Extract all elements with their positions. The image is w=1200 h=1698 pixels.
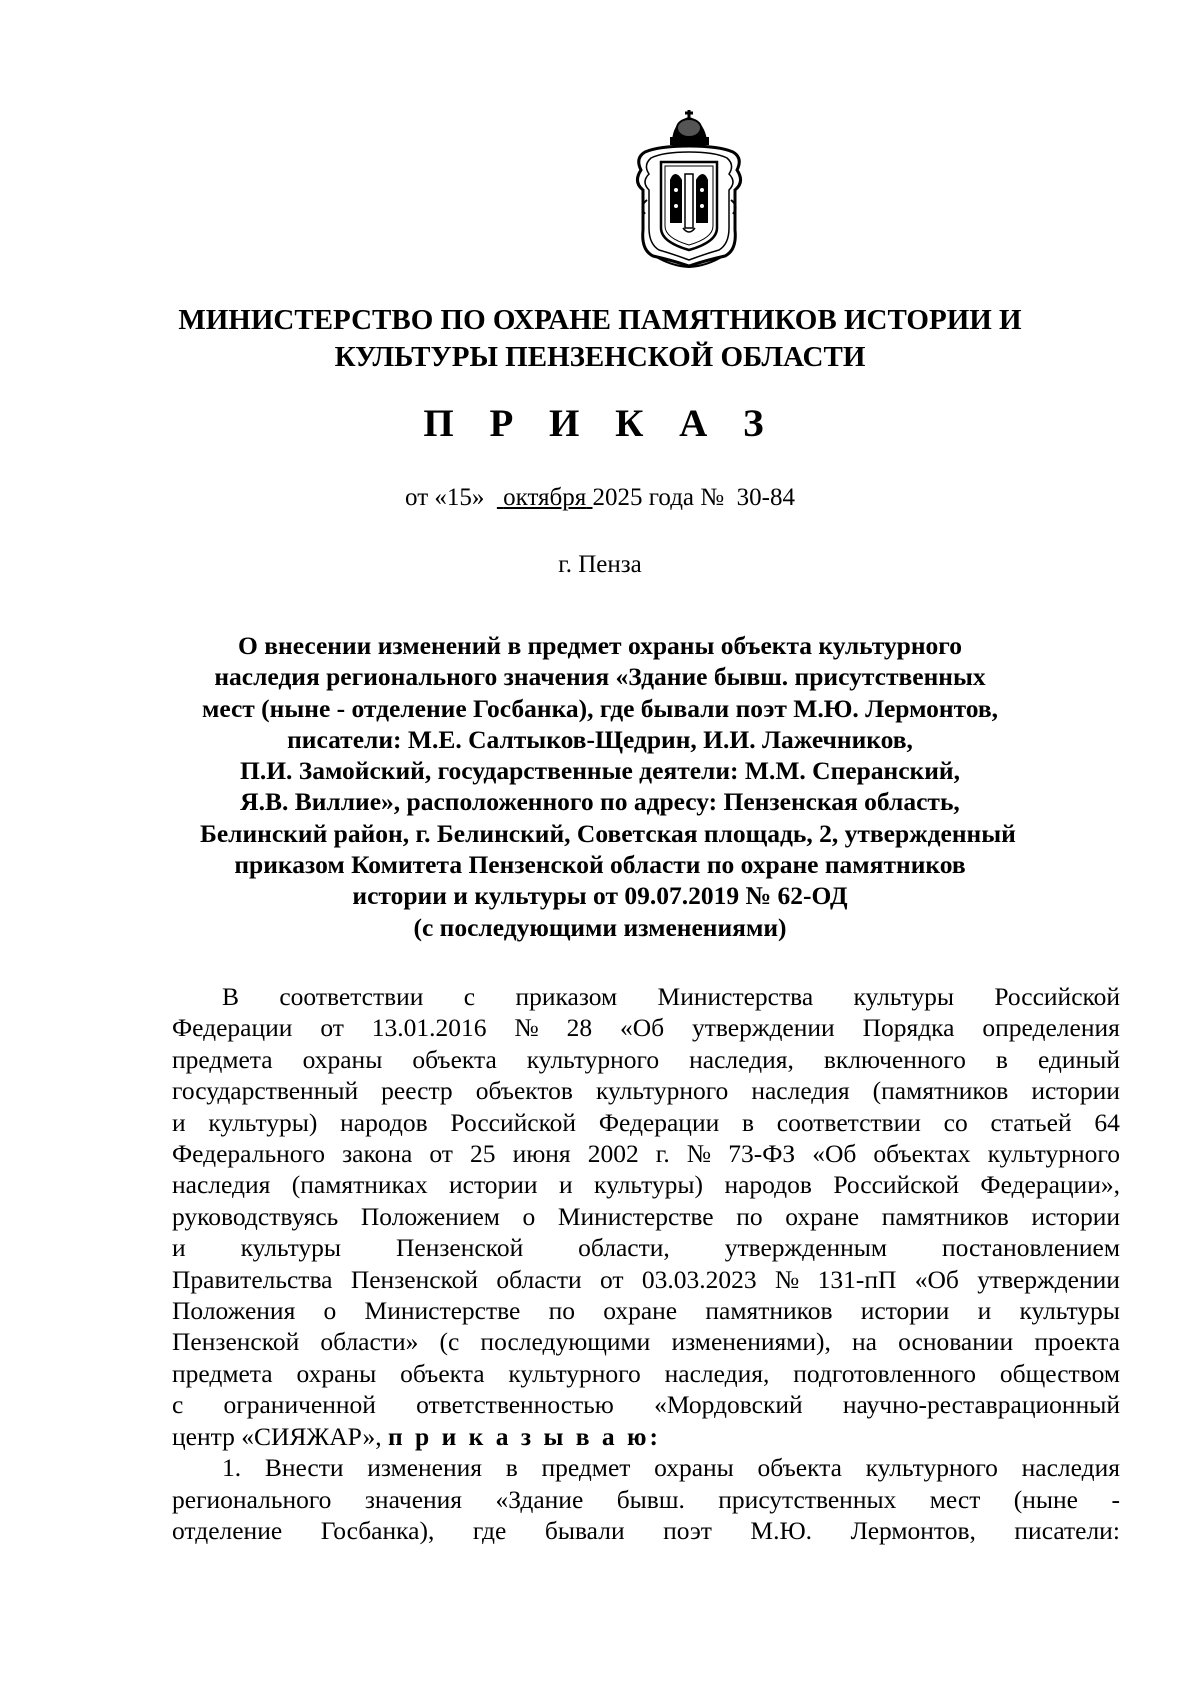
body-line: отделение Госбанка), где бывали поэт М.Ю. Лермонтов, писатели: [172, 1515, 1120, 1545]
subject-line: Я.В. Виллие», расположенного по адресу: Пензенская область, [240, 787, 960, 817]
order-number: 30-84 [736, 484, 795, 511]
subject-line: (с последующими изменениями) [413, 912, 787, 942]
body-line: и культуры Пензенской области, утвержденным постановлением [172, 1233, 1120, 1263]
body-line: В соответствии с приказом Министерства культуры Российской [222, 982, 1120, 1011]
body-line: 1. Внести изменения в предмет охраны объекта культурного наследия [222, 1453, 1120, 1483]
body-line: Федерации от 13.01.2016 № 28 «Об утверждении Порядка определения [172, 1013, 1120, 1043]
coat-of-arms-icon [631, 110, 748, 268]
date-year: 2025 года [592, 484, 695, 511]
paragraph-item-1 [172, 1452, 1120, 1546]
body-line [172, 1421, 1120, 1452]
body-line: государственный реестр объектов культурного наследия (памятников истории [172, 1076, 1120, 1106]
subject-line: наследия регионального значения «Здание бывш. присутственных [214, 662, 986, 692]
date-month: октября [503, 484, 587, 511]
city-name: г. Пенза [558, 551, 642, 578]
body-line: Федерального закона от 25 июня 2002 г. № 73-ФЗ «Об объектах культурного [172, 1139, 1120, 1169]
body-line: предмета охраны объекта культурного наследия, включенного в единый [172, 1044, 1120, 1074]
body-line: Пензенской области» (с последующими изменениями), на основании проекта [172, 1327, 1120, 1357]
subject-line: Белинский район, г. Белинский, Советская площадь, 2, утвержденный [200, 818, 1016, 848]
body-line: Правительства Пензенской области от 03.03.2023 № 131-пП «Об утверждении [172, 1264, 1120, 1294]
ministry-name [150, 302, 1050, 376]
date-prefix: от «15» [405, 484, 485, 511]
body-line: предмета охраны объекта культурного наследия, подготовленного обществом [172, 1358, 1120, 1388]
document-type-title: П Р И К А З [423, 402, 777, 445]
body-line: и культуры) народов Российской Федерации в соответствии со статьей 64 [172, 1107, 1120, 1137]
body-line: регионального значения «Здание бывш. присутственных мест (ныне - [172, 1484, 1120, 1514]
number-label: № [700, 484, 725, 511]
subject-line: мест (ныне - отделение Госбанка), где бывали поэт М.Ю. Лермонтов, [201, 693, 999, 723]
body-line: Положения о Министерстве по охране памятников истории и культуры [172, 1296, 1120, 1326]
paragraph-preamble [172, 981, 1120, 1452]
body-line: с ограниченной ответственностью «Мордовский научно-реставрационный [172, 1390, 1120, 1420]
subject-line: приказом Комитета Пензенской области по охране памятников [234, 850, 966, 880]
body-line: руководствуясь Положением о Министерстве по охране памятников истории [172, 1201, 1120, 1231]
body-line: наследия (памятниках истории и культуры) народов Российской Федерации», [172, 1170, 1120, 1200]
subject-line: истории и культуры от 09.07.2019 № 62-ОД [352, 881, 848, 911]
subject-line: П.И. Замойский, государственные деятели: М.М. Сперанский, [239, 756, 960, 786]
ministry-name-line2: КУЛЬТУРЫ ПЕНЗЕНСКОЙ ОБЛАСТИ [334, 341, 866, 373]
body-line-text: центр «СИЯЖАР», [172, 1421, 388, 1451]
order-subject [200, 630, 1016, 943]
subject-line: писатели: М.Е. Салтыков-Щедрин, И.И. Лажечников, [287, 724, 913, 754]
order-command: п р и к а з ы в а ю: [387, 1421, 661, 1451]
ministry-name-line1: МИНИСТЕРСТВО ПО ОХРАНЕ ПАМЯТНИКОВ ИСТОРИИ И [178, 304, 1022, 336]
subject-line: О внесении изменений в предмет охраны объекта культурного [238, 631, 962, 660]
document-body [172, 981, 1120, 1546]
order-date-number [200, 483, 1000, 513]
